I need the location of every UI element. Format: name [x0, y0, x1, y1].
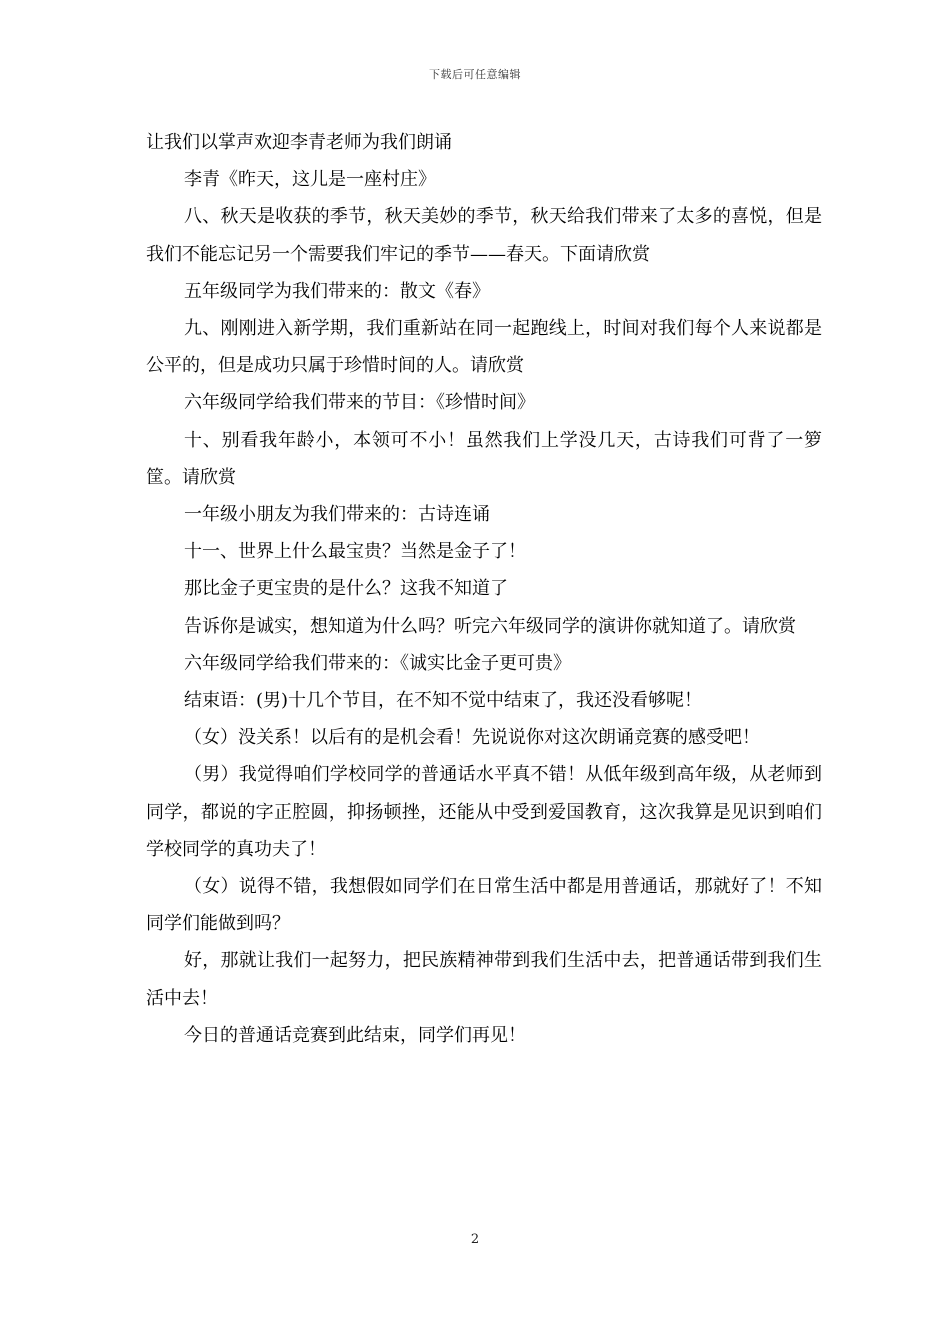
paragraph: 让我们以掌声欢迎李青老师为我们朗诵	[146, 132, 452, 153]
document-body	[146, 124, 822, 1054]
paragraph: 六年级同学给我们带来的节目：《珍惜时间》	[184, 392, 535, 414]
paragraph: 五年级同学为我们带来的：散文《春》	[184, 280, 490, 302]
paragraph: 好，那就让我们一起努力，把民族精神带到我们生活中去，把普通话带到我们生活中去！	[146, 950, 822, 1009]
paragraph: 十一、世界上什么最宝贵？当然是金子了！	[184, 541, 526, 563]
paragraph: 结束语：(男)十几个节目，在不知不觉中结束了，我还没看够呢！	[184, 690, 703, 712]
paragraph: 十、别看我年龄小，本领可不小！虽然我们上学没几天，古诗我们可背了一箩筐。请欣赏	[146, 429, 822, 488]
paragraph: 八、秋天是收获的季节，秋天美妙的季节，秋天给我们带来了太多的喜悦，但是我们不能忘记另一个需要我们牢记的季节——春天。下面请欣赏	[146, 206, 822, 265]
paragraph: 今日的普通话竞赛到此结束，同学们再见！	[184, 1024, 526, 1046]
paragraph: 九、刚刚进入新学期，我们重新站在同一起跑线上，时间对我们每个人来说都是公平的，但是成功只属于珍惜时间的人。请欣赏	[146, 318, 822, 377]
page-number: 2	[470, 1232, 480, 1247]
paragraph: 那比金子更宝贵的是什么？这我不知道了	[184, 578, 508, 600]
paragraph: 告诉你是诚实，想知道为什么吗？听完六年级同学的演讲你就知道了。请欣赏	[184, 615, 796, 637]
paragraph: 一年级小朋友为我们带来的：古诗连诵	[184, 504, 490, 526]
page-header: 下载后可任意编辑	[429, 68, 521, 81]
paragraph: （女）说得不错，我想假如同学们在日常生活中都是用普通话，那就好了！不知同学们能做到吗？	[146, 876, 822, 935]
paragraph: 李青《昨天，这儿是一座村庄》	[184, 169, 436, 191]
paragraph: （女）没关系！以后有的是机会看！先说说你对这次朗诵竞赛的感受吧！	[184, 727, 760, 749]
paragraph: （男）我觉得咱们学校同学的普通话水平真不错！从低年级到高年级，从老师到同学，都说的字正腔圆，抑扬顿挫，还能从中受到爱国教育，这次我算是见识到咱们学校同学的真功夫了！	[146, 764, 822, 860]
paragraph: 六年级同学给我们带来的：《诚实比金子更可贵》	[184, 652, 571, 674]
